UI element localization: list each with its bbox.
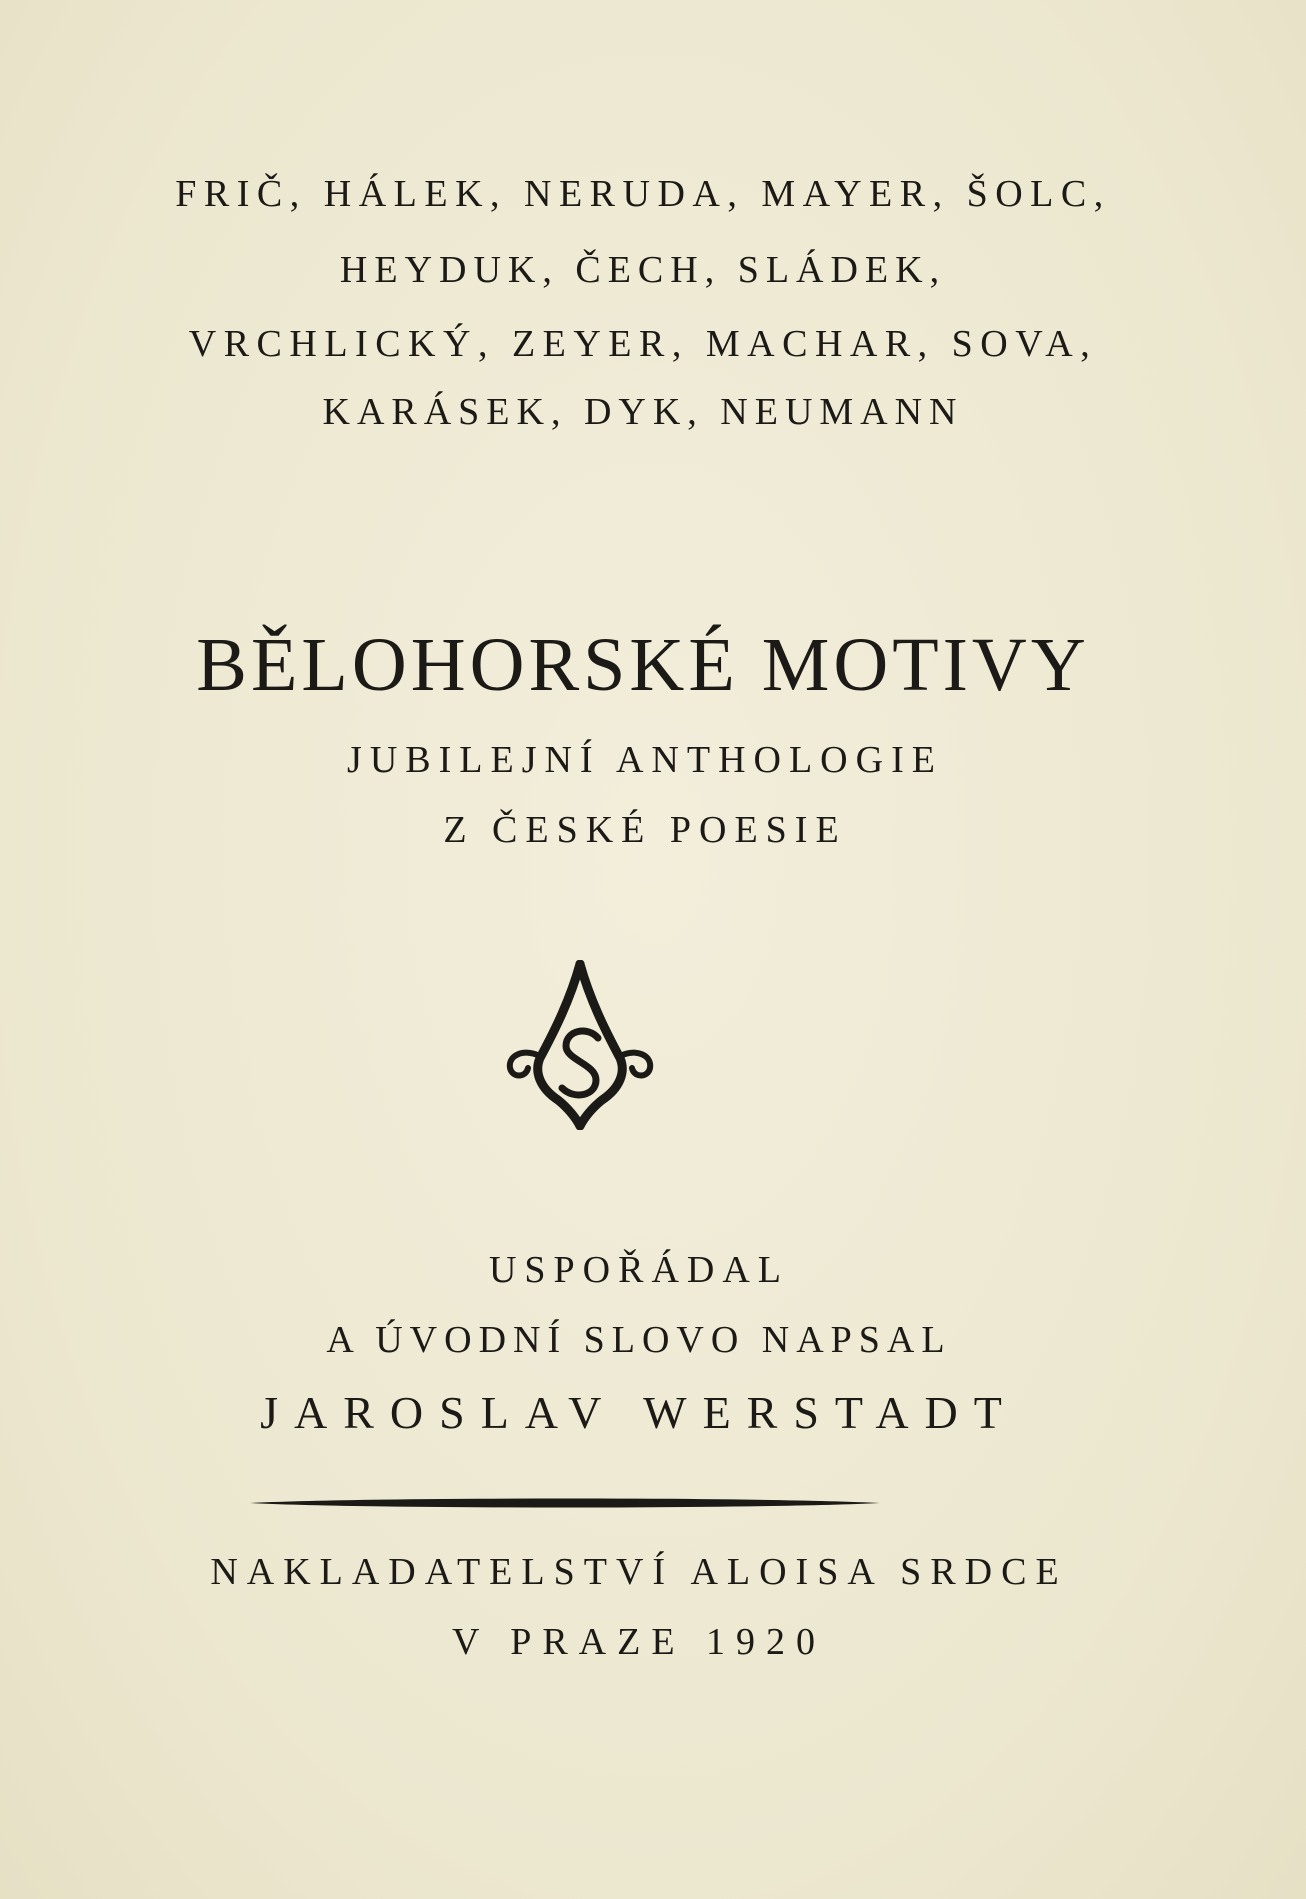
authors-line-4: KARÁSEK, DYK, NEUMANN (322, 391, 964, 433)
authors-line-1: FRIČ, HÁLEK, NERUDA, MAYER, ŠOLC, (175, 173, 1111, 215)
monogram-ornament-icon (500, 960, 660, 1130)
editor-name: JAROSLAV WERSTADT (260, 1387, 1018, 1438)
publisher-name: NAKLADATELSTVÍ ALOISA SRDCE (210, 1551, 1068, 1593)
tapered-rule (250, 1494, 880, 1512)
book-title: BĚLOHORSKÉ MOTIVY (196, 623, 1090, 707)
place-year: V PRAZE 1920 (451, 1621, 827, 1663)
subtitle-line-2: Z ČESKÉ POESIE (443, 809, 847, 851)
authors-line-2: HEYDUK, ČECH, SLÁDEK, (339, 249, 947, 291)
credits-line-1: USPOŘÁDAL (488, 1249, 790, 1291)
credits-line-2: A ÚVODNÍ SLOVO NAPSAL (326, 1319, 952, 1361)
authors-line-3: VRCHLICKÝ, ZEYER, MACHAR, SOVA, (188, 323, 1098, 365)
subtitle-line-1: JUBILEJNÍ ANTHOLOGIE (347, 739, 943, 781)
